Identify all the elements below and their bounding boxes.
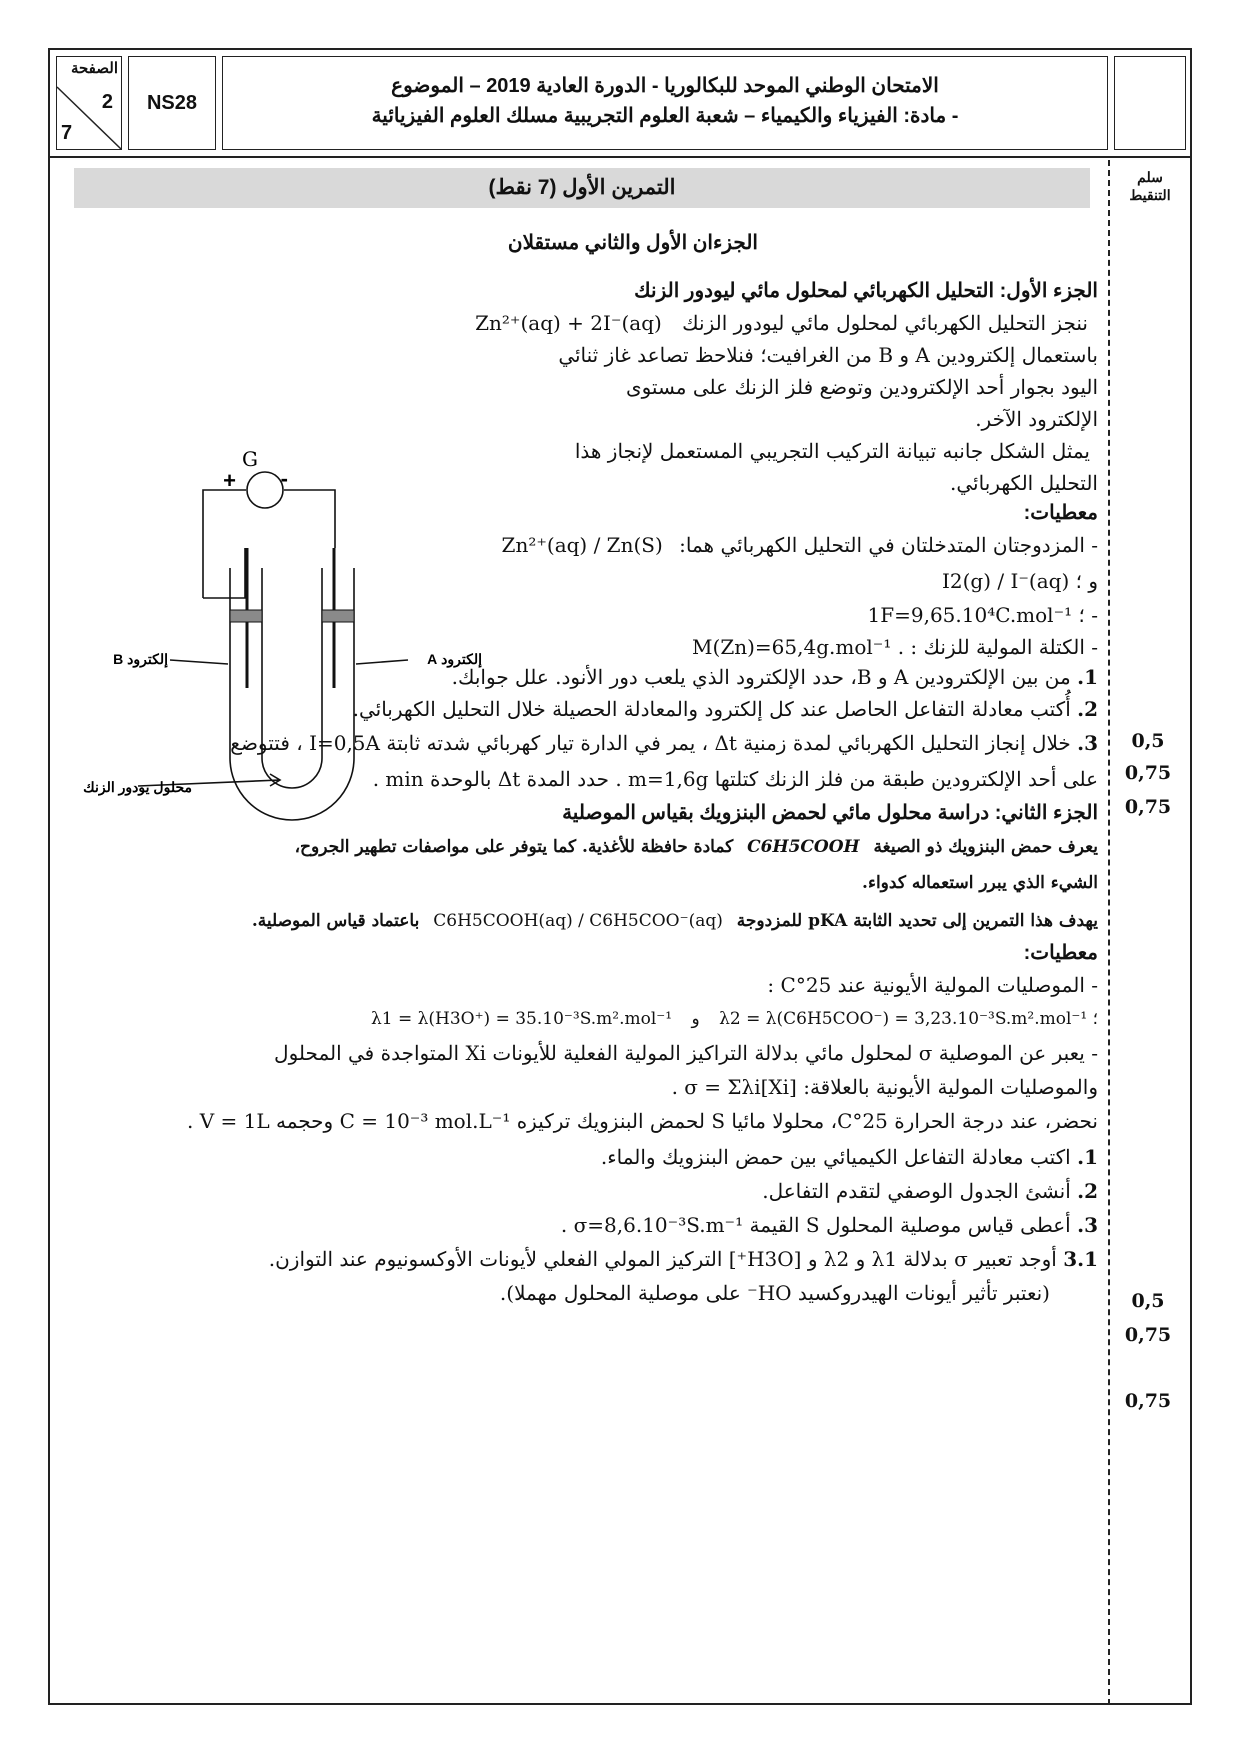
score-column-divider [1108,160,1110,1705]
minus-sign: - [280,466,288,491]
zinc-iodide-formula: Zn²⁺(aq) + 2I⁻(aq) [475,311,662,335]
exam-page [48,48,1192,1705]
benzoic-acid-formula: C6H5COOH [747,837,860,857]
exam-header [50,50,1190,158]
score-p2-q31: 0,75 [1124,1390,1172,1412]
lambda-1-formula: λ1 = λ(H3O⁺) = 35.10⁻³S.m².mol⁻¹ [370,1009,673,1029]
faraday-constant: 1F=9,65.10⁴C.mol⁻¹ ؛ [867,603,1085,627]
score-header-line-1: سلم [1137,169,1163,185]
question-number: 1. [1077,1145,1098,1169]
score-p2-q2: 0,75 [1124,1324,1172,1346]
page-number-box [56,56,122,150]
part1-intro-1-text: ننجز التحليل الكهربائي لمحلول مائي ليودور الزنك [682,311,1088,335]
part1-intro-3: اليود بجوار أحد الإلكترودين وتوضع فلز الزنك على مستوى [625,375,1098,399]
part2-data-1: - الموصليات المولية الأيونية عند 25°C : [767,973,1098,997]
zinc-molar-mass: M(Zn)=65,4g.mol⁻¹ . [692,635,905,659]
part2-p3-a: يهدف هذا التمرين إلى تحديد الثابتة pKA للمزدوجة [736,911,1098,931]
header-empty-box [1114,56,1186,150]
part2-question-2 [762,1176,1098,1206]
part1-intro-4: الإلكترود الآخر. [975,407,1098,431]
score-p2-q1: 0,5 [1131,1290,1165,1312]
part1-question-3-cont: على أحد الإلكترودين طبقة من فلز الزنك كتلتها m=1,6g . حدد المدة Δt بالوحدة min . [372,767,1098,791]
question-number: 3.1 [1063,1247,1098,1271]
generator-symbol [247,472,283,508]
part1-data-title: معطيات: [1023,502,1098,524]
part2-data-2-and: و [691,1009,700,1029]
page-total: 7 [61,122,73,144]
question-number: 3. [1077,731,1098,755]
score-p1-q2: 0,75 [1124,762,1172,784]
exam-title-box [222,56,1108,150]
part2-title: الجزء الثاني: دراسة محلول مائي لحمض البنزويك بقياس الموصلية [562,802,1098,824]
exam-code: NS28 [128,56,216,150]
part2-data-4: والموصليات المولية الأيونية بالعلاقة: σ = Σλi[Xi] . [671,1075,1098,1099]
part2-question-3-text: أعطى قياس موصلية المحلول S القيمة σ=8,6.10⁻³S.m⁻¹ . [560,1213,1071,1237]
part1-title-label: الجزء الأول [1006,280,1098,302]
part1-data-2 [942,566,1098,596]
question-number: 2. [1077,1179,1098,1203]
solution-label: محلول يودور الزنك [83,779,192,795]
part2-paragraph-2: الشيء الذي يبرر استعماله كدواء. [862,873,1098,893]
page-label: الصفحة [70,60,118,77]
stopper-b [230,610,262,622]
question-number: 1. [1077,665,1098,689]
exam-title-line-2: - مادة: الفيزياء والكيمياء – شعبة العلوم التجريبية مسلك العلوم الفيزيائية [371,105,959,127]
plus-sign: + [223,468,236,493]
exam-title-line-1: الامتحان الوطني الموحد للبكالوريا - الدورة العادية 2019 – الموضوع [391,75,939,97]
part1-question-1 [452,662,1098,692]
benzoic-couple-formula: C6H5COOH(aq) / C6H5COO⁻(aq) [433,911,723,931]
part1-data-2-prefix: و [1088,569,1098,593]
stopper-a [322,610,354,622]
part2-question-3-1-note: (نعتبر تأثير أيونات الهيدروكسيد HO⁻ على موصلية المحلول مهملا). [499,1281,1050,1305]
question-number: 3. [1077,1213,1098,1237]
electrolysis-diagram [70,438,490,858]
part2-data-2 [371,1004,1098,1034]
leader-b [170,660,228,664]
electrode-b-label: إلكترود B [113,651,168,667]
part2-p1-a: يعرف حمض البنزويك ذو الصيغة [873,837,1098,857]
part1-intro-6: التحليل الكهربائي. [950,471,1098,495]
part1-question-1-text: من بين الإلكترودين A و B، حدد الإلكترود الذي يلعب دور الأنود. علل جوابك. [451,665,1071,689]
part1-intro-5: يمثل الشكل جانبه تبيانة التركيب التجريبي المستعمل لإنجاز هذا [574,439,1090,463]
part1-title [634,276,1098,306]
circuit-wire [284,490,335,548]
part2-question-3-1 [269,1244,1098,1274]
part2-data-title: معطيات: [1023,942,1098,964]
generator-label: G [242,447,258,471]
circuit-wire [203,548,245,598]
part2-question-2-text: أنشئ الجدول الوصفي لتقدم التفاعل. [762,1179,1071,1203]
score-p1-q3: 0,75 [1124,796,1172,818]
part1-data-1-text: - المزدوجتان المتدخلتان في التحليل الكهربائي هما: [679,533,1098,557]
lambda-2-formula: λ2 = λ(C6H5COO⁻) = 3,23.10⁻³S.m².mol⁻¹ ؛ [719,1009,1098,1029]
score-header-line-2: التنقيط [1129,187,1171,203]
exercise-title: التمرين الأول (7 نقط) [74,168,1090,208]
part2-p1-b: كمادة حافظة للأغذية. كما يتوفر على مواصفات تطهير الجروح، [294,837,734,857]
part1-data-1 [502,530,1098,560]
part2-question-3 [561,1210,1098,1240]
part1-title-text: : التحليل الكهربائي لمحلول مائي ليودور الزنك [634,280,1007,302]
part2-paragraph-3 [252,906,1098,936]
u-tube-inner [262,568,322,788]
part1-intro-2: باستعمال إلكترودين A و B من الغرافيت؛ فنلاحظ تصاعد غاز ثنائي [558,343,1098,367]
part1-data-4 [692,632,1098,662]
zinc-couple-formula: Zn²⁺(aq) / Zn(S) [501,533,663,557]
part2-data-3: - يعبر عن الموصلية σ لمحلول مائي بدلالة التراكيز المولية الفعلية للأيونات Xi المتواجدة في المحلول [274,1041,1098,1065]
exercise-content [70,168,1098,1305]
circuit-wire [203,490,246,598]
part2-question-3-1-text: أوجد تعبير σ بدلالة λ1 و λ2 و [H3O⁺] التركيز المولي الفعلي لأيونات الأوكسونيوم عند التوازن. [268,1247,1057,1271]
score-p1-q1: 0,5 [1131,730,1165,752]
iodine-couple-formula: I2(g) / I⁻(aq) ؛ [941,569,1082,593]
question-number: 2. [1077,697,1098,721]
part2-data-5: نحضر، عند درجة الحرارة 25°C، محلولا مائيا S لحمض البنزويك تركيزه C = 10⁻³ mol.L⁻¹ وحجمه V = 1L . [186,1109,1098,1133]
part2-question-1 [601,1142,1098,1172]
part1-data-4-text: - الكتلة المولية للزنك : [910,635,1098,659]
part1-intro-1 [475,308,1088,338]
part1-question-2-text: أُكتب معادلة التفاعل الحاصل عند كل إلكترود والمعادلة الحصيلة خلال التحليل الكهربائي. [352,697,1071,721]
part2-question-1-text: اكتب معادلة التفاعل الكيميائي بين حمض البنزويك والماء. [600,1145,1071,1169]
part2-p3-b: باعتماد قياس الموصلية. [251,911,420,931]
leader-a [356,660,408,664]
part1-question-3-text-a: خلال إنجاز التحليل الكهربائي لمدة زمنية Δt ، يمر في الدارة تيار كهربائي شدته ثابتة I=0,5A ، فتتوضع [230,731,1071,755]
part1-data-3: - 1F=9,65.10⁴C.mol⁻¹ ؛ [868,600,1098,630]
parts-note: الجزءان الأول والثاني مستقلان [507,232,758,254]
electrode-a-label: إلكترود A [427,651,482,667]
score-column-header [1114,168,1186,204]
page-number: 2 [101,91,113,113]
